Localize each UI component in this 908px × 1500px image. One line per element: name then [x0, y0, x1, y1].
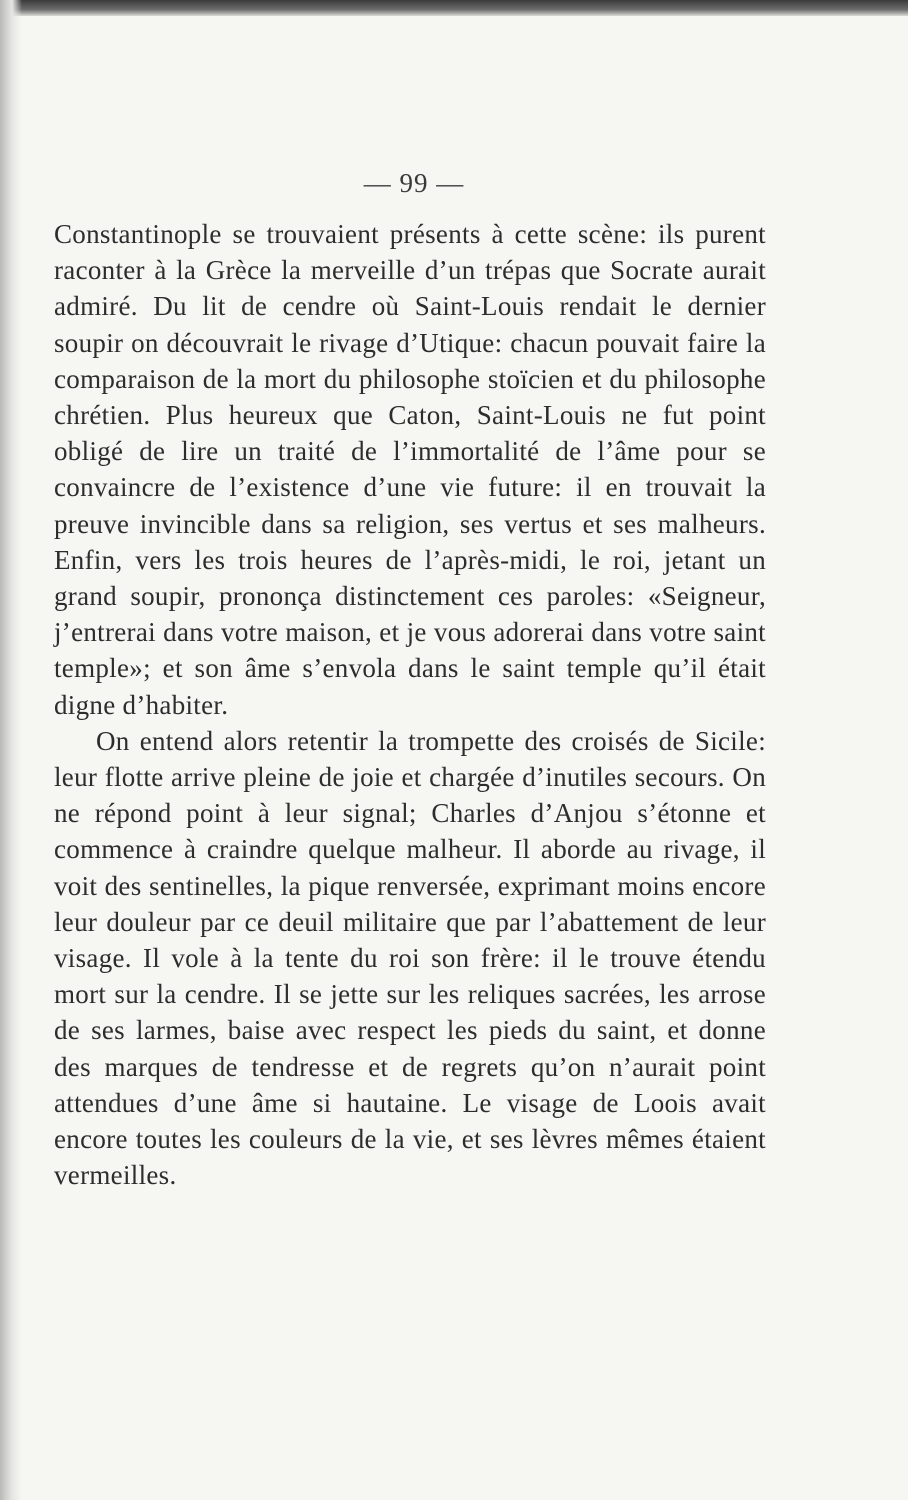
page-number: — 99 —: [363, 168, 465, 198]
body-text: [54, 216, 766, 1193]
paragraph-1: Constantinople se trouvaient présents à cette scène: ils purent raconter à la Grèce la merveille d’un trépas que Socrate aurait admiré. Du lit de cendre où Saint-Louis rendait le dernier soupir on découvrait le rivage d’Utique: chacun pouvait faire la comparaison de la mort du philosophe stoïcien et du philosophe chrétien. Plus heureux que Caton, Saint-Louis ne fut point obligé de lire un traité de l’immortalité de l’âme pour se convaincre de l’existence d’une vie future: il en trouvait la preuve invincible dans sa religion, ses vertus et ses malheurs. Enfin, vers les trois heures de l’après-midi, le roi, jetant un grand soupir, prononça distinctement ces paroles: «Seigneur, j’entrerai dans votre maison, et je vous adorerai dans votre saint temple»; et son âme s’envola dans le saint temple qu’il était digne d’habiter.: [54, 219, 766, 720]
scan-top-edge: [0, 0, 908, 16]
paragraph-2: On entend alors retentir la trompette des croisés de Sicile: leur flotte arrive pleine de joie et chargée d’inutiles secours. On ne répond point à leur signal; Charles d’Anjou s’étonne et commence à craindre quelque malheur. Il aborde au rivage, il voit des sentinelles, la pique renversée, exprimant moins encore leur douleur par ce deuil militaire que par l’abattement de leur visage. Il vole à la tente du roi son frère: il le trouve étendu mort sur la cendre. Il se jette sur les reliques sacrées, les arrose de ses larmes, baise avec respect les pieds du saint, et donne des marques de tendresse et de regrets qu’on n’aurait point attendues d’une âme si hautaine. Le visage de Loois avait encore toutes les couleurs de la vie, et ses lèvres mêmes étaient vermeilles.: [54, 725, 766, 1191]
binding-shadow: [0, 0, 22, 1500]
